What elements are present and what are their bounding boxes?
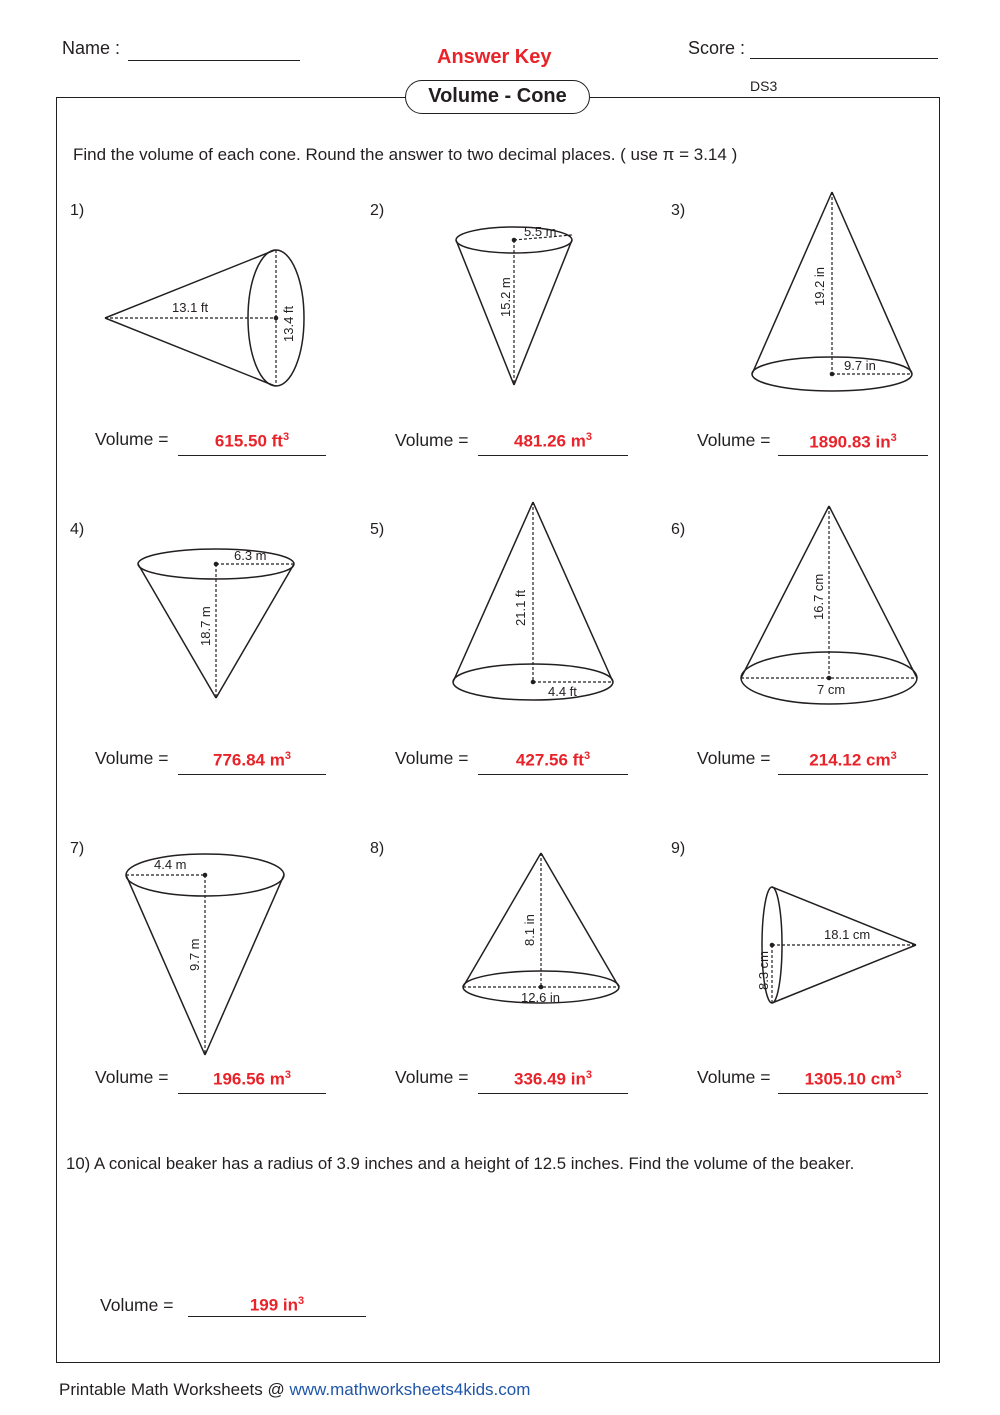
dim-label: 21.1 ft <box>513 589 528 626</box>
answer-line-8[interactable] <box>478 1093 628 1094</box>
name-label: Name : <box>62 38 121 58</box>
problem-number-3: 3) <box>671 202 686 219</box>
volume-label-3: Volume = <box>697 430 771 450</box>
answer-10: 199 $in^3$ <box>249 1295 305 1315</box>
dim-label: 9.7 in <box>844 358 876 373</box>
problem-number-4: 4) <box>70 521 85 538</box>
answer-8: 336.49 $in^3$ <box>514 1069 592 1089</box>
footer <box>59 1380 530 1400</box>
answer-line-9[interactable] <box>778 1093 928 1094</box>
volume-label-5: Volume = <box>395 748 469 768</box>
dim-label: 4.4 m <box>154 857 187 872</box>
cone-figure-7 <box>125 853 287 1063</box>
problem-number-6: 6) <box>671 521 686 538</box>
dim-label: 4.4 ft <box>548 684 577 699</box>
answer-line-4[interactable] <box>178 774 326 775</box>
dim-label: 12.6 in <box>521 990 561 1005</box>
name-line[interactable] <box>128 60 300 61</box>
volume-label-8: Volume = <box>395 1067 469 1087</box>
cone-figure-5 <box>450 498 620 708</box>
problem-number-7: 7) <box>70 840 85 857</box>
answer-5: 427.56 $ft^3$ <box>515 750 591 770</box>
footer-link[interactable]: www.mathworksheets4kids.com <box>289 1380 531 1399</box>
problem-number-1: 1) <box>70 202 85 219</box>
answer-line-5[interactable] <box>478 774 628 775</box>
answer-4: 776.84 $m^3$ <box>213 750 291 770</box>
cone-figure-9 <box>756 880 921 1010</box>
cone-figure-3 <box>748 188 918 398</box>
answer-9: 1305.10 $cm^3$ <box>804 1069 902 1089</box>
volume-label-9: Volume = <box>697 1067 771 1087</box>
worksheet-code: DS3 <box>750 78 778 94</box>
answer-3: 1890.83 $in^3$ <box>809 432 897 452</box>
volume-label-1: Volume = <box>95 429 169 449</box>
answer-line-2[interactable] <box>478 455 628 456</box>
cone-figure-1 <box>100 240 310 400</box>
cone-figure-6 <box>738 502 920 712</box>
worksheet-title: Volume - Cone <box>405 80 590 114</box>
volume-label-6: Volume = <box>697 748 771 768</box>
dim-label: 9.7 m <box>187 938 202 971</box>
answer-line-1[interactable] <box>178 455 326 456</box>
problem-number-8: 8) <box>370 840 385 857</box>
dim-label: 7 cm <box>817 682 846 697</box>
dim-label: 5.5 m <box>524 224 557 239</box>
volume-label-2: Volume = <box>395 430 469 450</box>
word-problem-text: 10) A conical beaker has a radius of 3.9 inches and a height of 12.5 inches. Find the volume of the beaker. <box>66 1154 855 1173</box>
cone-figure-2 <box>450 222 580 392</box>
volume-label-7: Volume = <box>95 1067 169 1087</box>
dim-label: 16.7 cm <box>811 573 826 620</box>
problem-number-9: 9) <box>671 840 686 857</box>
answer-key-heading: Answer Key <box>437 46 552 68</box>
problem-number-2: 2) <box>370 202 385 219</box>
problem-number-5: 5) <box>370 521 385 538</box>
dim-label: 13.4 ft <box>281 305 296 342</box>
dim-label: 19.2 in <box>812 266 827 306</box>
score-label: Score : <box>688 38 746 58</box>
answer-line-3[interactable] <box>778 455 928 456</box>
dim-label: 18.1 cm <box>824 927 871 942</box>
cone-figure-8 <box>460 850 622 1015</box>
dim-label: 15.2 m <box>498 277 513 317</box>
cone-figure-4 <box>137 546 297 706</box>
dim-label: 6.3 m <box>234 548 267 563</box>
footer-text: Printable Math Worksheets @ <box>59 1380 290 1399</box>
answer-6: 214.12 $cm^3$ <box>809 750 897 770</box>
volume-label-10: Volume = <box>100 1295 174 1315</box>
answer-line-7[interactable] <box>178 1093 326 1094</box>
answer-2: 481.26 $m^3$ <box>514 431 592 451</box>
dim-label: 18.7 m <box>198 606 213 646</box>
answer-line-10[interactable] <box>188 1316 366 1317</box>
instructions: Find the volume of each cone. Round the answer to two decimal places. ( use π = 3.14 ) <box>73 145 738 164</box>
answer-line-6[interactable] <box>778 774 928 775</box>
dim-label: 13.1 ft <box>172 300 209 315</box>
answer-7: 196.56 $m^3$ <box>213 1069 291 1089</box>
answer-1: 615.50 $ft^3$ <box>214 431 290 451</box>
dim-label: 8.3 cm <box>756 950 771 990</box>
score-line[interactable] <box>750 58 938 59</box>
volume-label-4: Volume = <box>95 748 169 768</box>
dim-label: 8.1 in <box>522 914 537 946</box>
